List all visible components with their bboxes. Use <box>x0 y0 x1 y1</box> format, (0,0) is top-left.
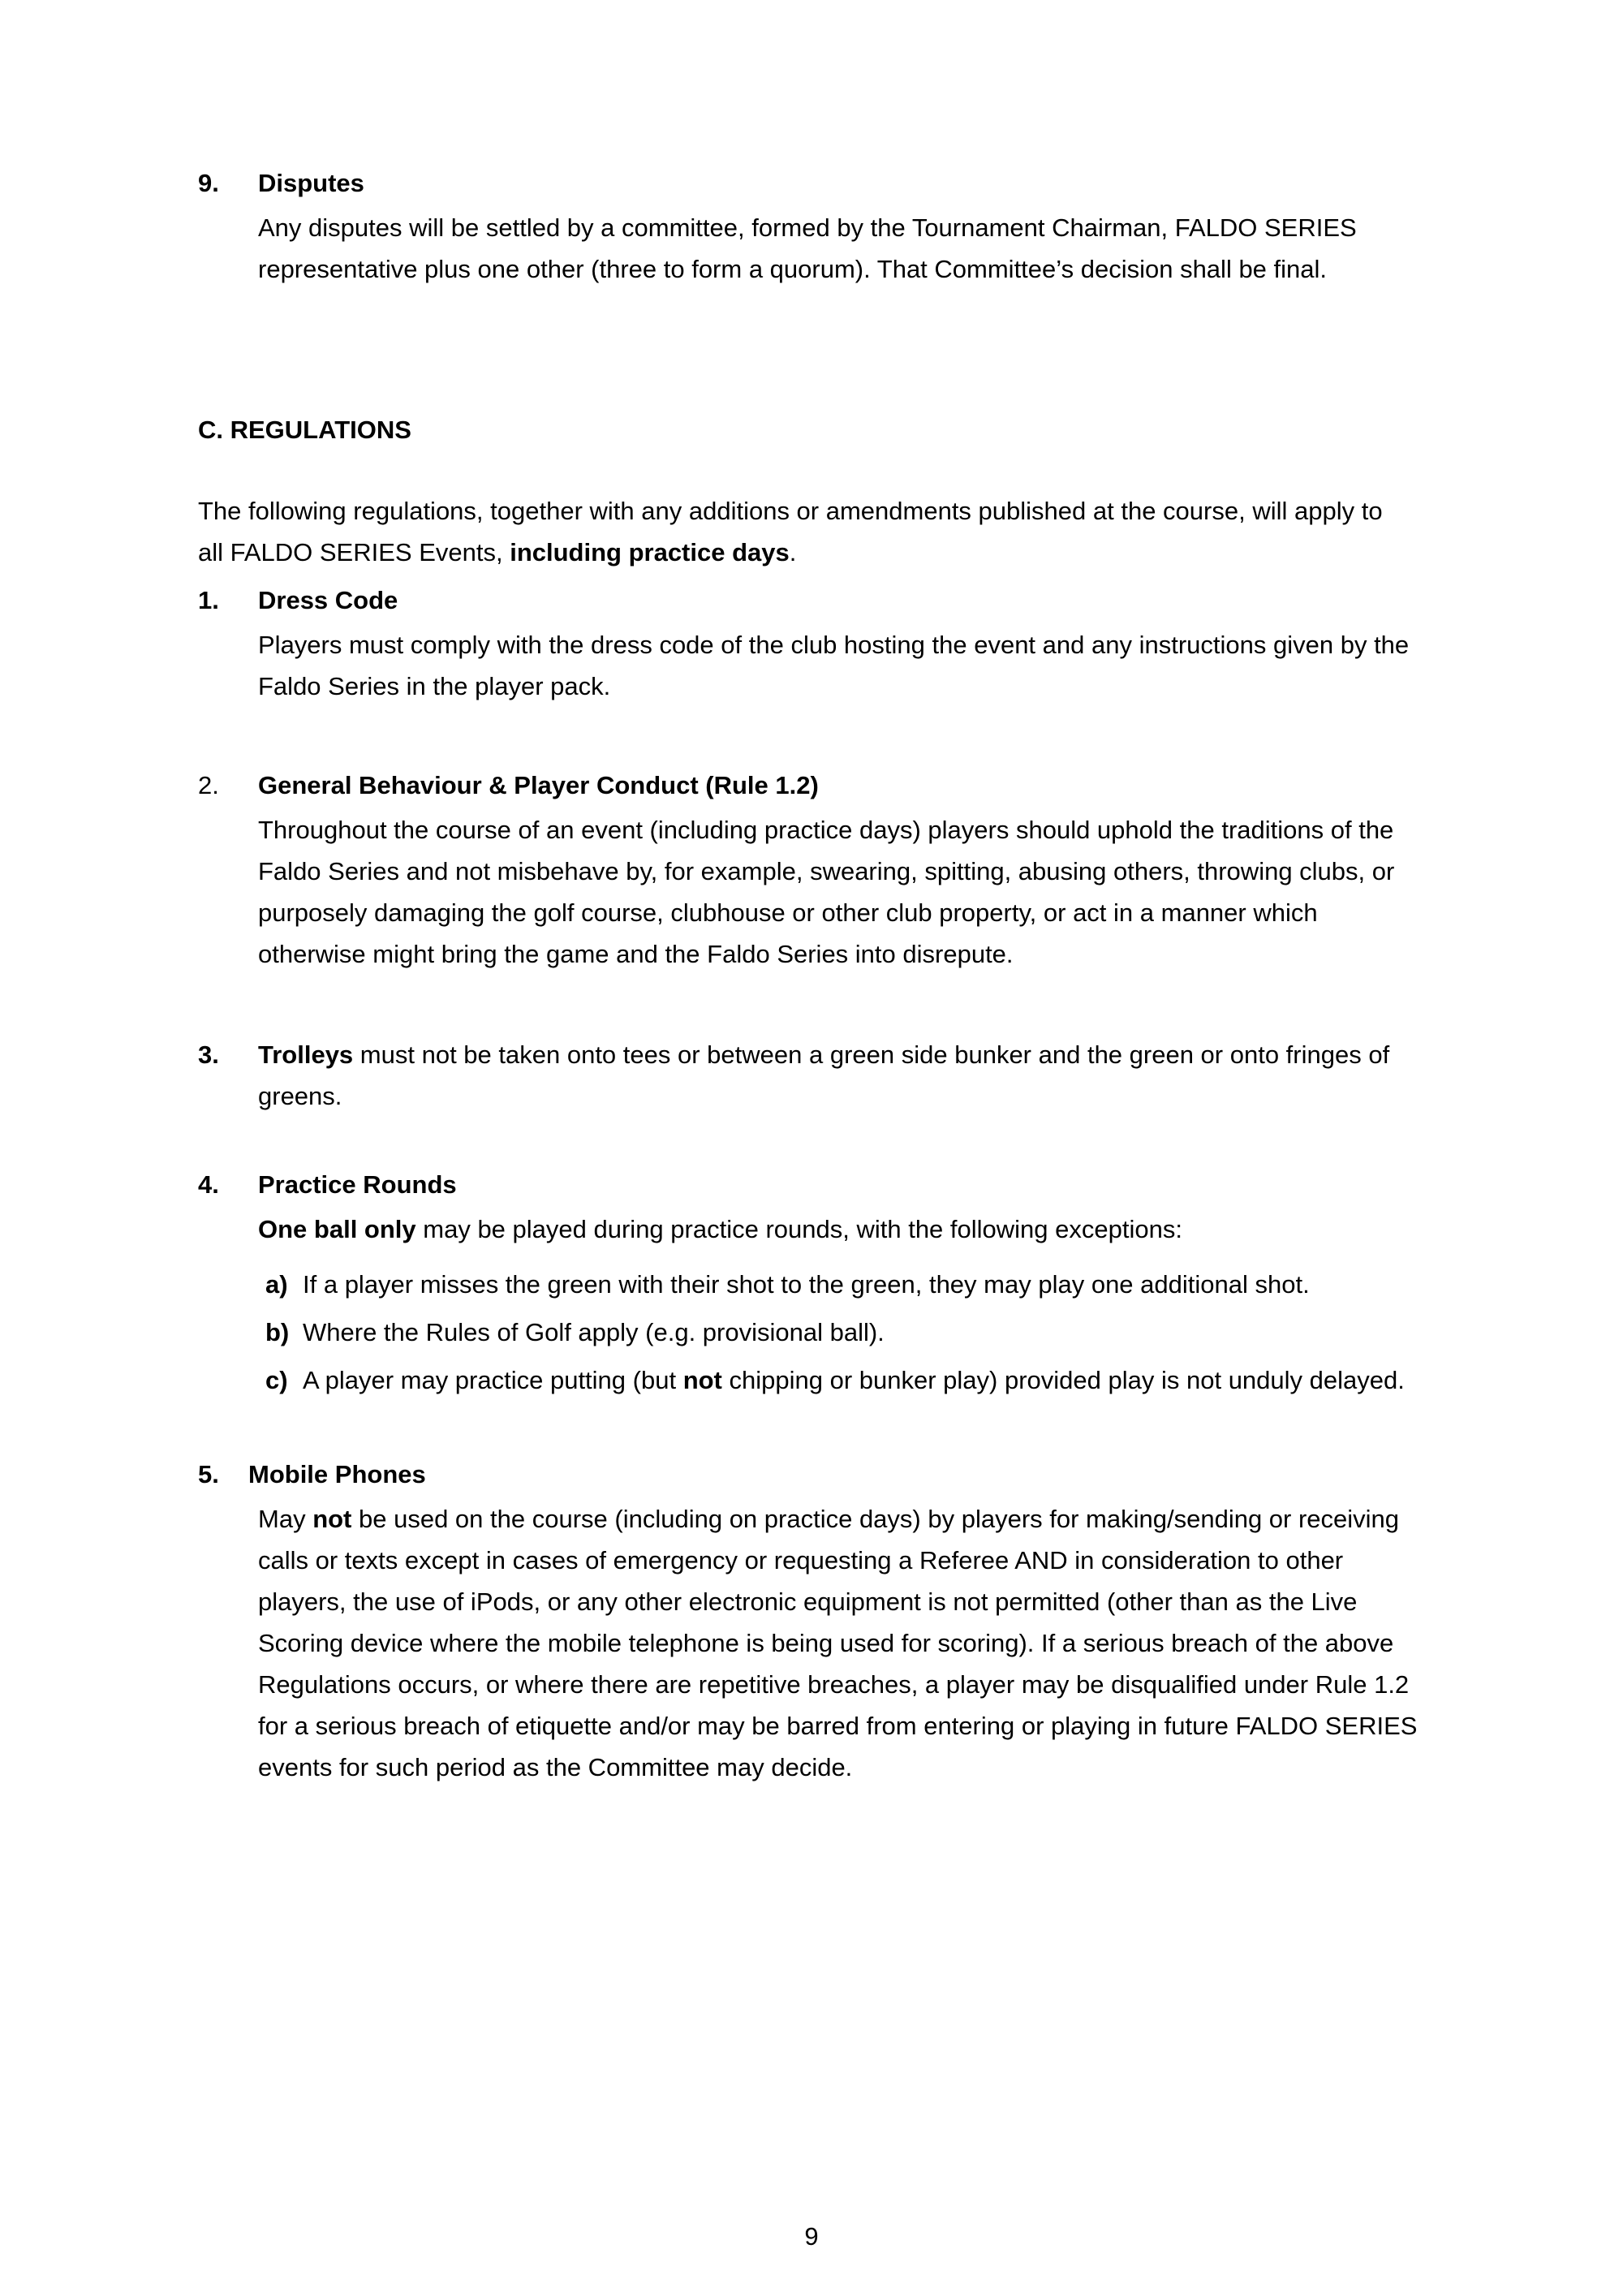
disputes-number: 9. <box>198 169 219 197</box>
section-disputes <box>198 162 1425 290</box>
general-behaviour-title: General Behaviour & Player Conduct (Rule 1.2) <box>258 771 819 799</box>
sub-item-b-text: Where the Rules of Golf apply (e.g. provisional ball). <box>303 1318 885 1346</box>
mobile-phones-title: Mobile Phones <box>248 1460 426 1488</box>
mobile-phones-body: May not be used on the course (including on practice days) by players for making/sending or receiving calls or texts except in cases of emergency or requesting a Referee AND in consideration to other players, the use of iPods, or any other electronic equipment is not permitted (other than as the Live Scoring device where the mobile telephone is being used for scoring). If a serious breach of the above Regulations occurs, or where there are repetitive breaches, a player may be disqualified under Rule 1.2 for a serious breach of etiquette and/or may be barred from entering or playing in future FALDO SERIES events for such period as the Committee may decide. <box>258 1505 1418 1781</box>
regulations-intro: The following regulations, together with any additions or amendments published at the course, will apply to all FALDO SERIES Events, including practice days. <box>198 497 1383 566</box>
dress-code-title: Dress Code <box>258 586 398 614</box>
regulations-heading: C. REGULATIONS <box>198 416 411 444</box>
sub-item-c <box>265 1359 1425 1401</box>
disputes-heading <box>198 162 1425 204</box>
sub-item-a-text: If a player misses the green with their shot to the green, they may play one additional shot. <box>303 1270 1310 1299</box>
trolleys-paragraph <box>198 1034 1425 1117</box>
general-behaviour-number: 2. <box>198 771 219 799</box>
sub-item-a-label: a) <box>265 1270 288 1299</box>
sub-item-a <box>265 1264 1425 1305</box>
section-general-behaviour <box>198 765 1425 975</box>
section-dress-code <box>198 579 1425 707</box>
dress-code-number: 1. <box>198 586 219 614</box>
practice-rounds-intro: One ball only may be played during practice rounds, with the following exceptions: <box>258 1215 1182 1243</box>
disputes-title: Disputes <box>258 169 364 197</box>
trolleys-number: 3. <box>198 1040 219 1069</box>
general-behaviour-heading <box>198 765 1425 806</box>
sub-item-b <box>265 1312 1425 1353</box>
practice-rounds-number: 4. <box>198 1170 219 1199</box>
practice-rounds-title: Practice Rounds <box>258 1170 457 1199</box>
general-behaviour-body: Throughout the course of an event (including practice days) players should uphold the traditions of the Faldo Series and not misbehave by, for example, swearing, spitting, abusing others, throwing clubs, or purposely damaging the golf course, clubhouse or other club property, or act in a manner which otherwise might bring the game and the Faldo Series into disrepute. <box>258 816 1395 968</box>
mobile-phones-number: 5. <box>198 1460 219 1488</box>
dress-code-body: Players must comply with the dress code of the club hosting the event and any instructions given by the Faldo Series in the player pack. <box>258 631 1410 700</box>
disputes-body: Any disputes will be settled by a committee, formed by the Tournament Chairman, FALDO SERIES representative plus one other (three to form a quorum). That Committee’s decision shall be final. <box>258 213 1357 283</box>
mobile-phones-heading <box>198 1454 1425 1495</box>
sub-item-c-text: A player may practice putting (but not chipping or bunker play) provided play is not unduly delayed. <box>303 1366 1405 1394</box>
practice-rounds-heading <box>198 1164 1425 1205</box>
dress-code-heading <box>198 579 1425 621</box>
section-trolleys <box>198 1034 1425 1117</box>
sub-item-c-label: c) <box>265 1366 288 1394</box>
trolleys-body: Trolleys must not be taken onto tees or between a green side bunker and the green or onto fringes of greens. <box>258 1040 1390 1110</box>
section-practice-rounds <box>198 1164 1425 1401</box>
section-mobile-phones <box>198 1454 1425 1788</box>
sub-item-b-label: b) <box>265 1318 290 1346</box>
page-number: 9 <box>804 2222 819 2251</box>
